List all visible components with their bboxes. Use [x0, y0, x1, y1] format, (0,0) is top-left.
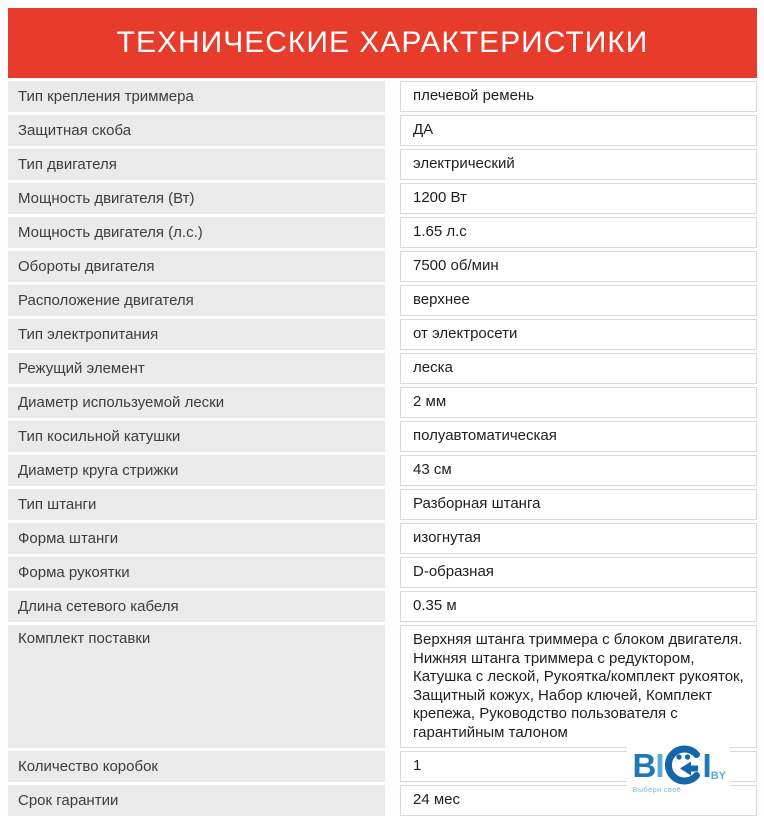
logo-letter-b: B: [632, 746, 656, 784]
spec-label: Форма штанги: [8, 523, 385, 554]
spec-label: Режущий элемент: [8, 353, 385, 384]
table-row: [8, 455, 757, 486]
spec-value: 2 мм: [400, 387, 757, 418]
letter-g-smiley-icon: [663, 744, 705, 786]
spec-label: Комплект поставки: [8, 625, 385, 748]
table-row: [8, 183, 757, 214]
spec-value: леска: [400, 353, 757, 384]
spec-value: 7500 об/мин: [400, 251, 757, 282]
spec-label: Мощность двигателя (Вт): [8, 183, 385, 214]
spec-label: Расположение двигателя: [8, 285, 385, 316]
table-row: [8, 489, 757, 520]
spec-value: 1.65 л.с: [400, 217, 757, 248]
header-band: [8, 8, 757, 78]
logo-suffix-by: BY: [710, 770, 726, 782]
spec-value: от электросети: [400, 319, 757, 350]
table-row: [8, 149, 757, 180]
spec-label: Тип электропитания: [8, 319, 385, 350]
table-row: [8, 421, 757, 452]
table-row: [8, 387, 757, 418]
spec-label: Количество коробок: [8, 751, 385, 782]
spec-value: плечевой ремень: [400, 81, 757, 112]
spec-value: Разборная штанга: [400, 489, 757, 520]
spec-value: 1: [400, 751, 757, 782]
spec-label: Тип крепления триммера: [8, 81, 385, 112]
spec-label: Диаметр используемой лески: [8, 387, 385, 418]
logo-letter-i: I: [655, 746, 664, 784]
spec-value: 24 мес: [400, 785, 757, 816]
spec-label: Обороты двигателя: [8, 251, 385, 282]
spec-label: Мощность двигателя (л.с.): [8, 217, 385, 248]
spec-label: Диаметр круга стрижки: [8, 455, 385, 486]
spec-value: 43 см: [400, 455, 757, 486]
table-row: [8, 591, 757, 622]
spec-value: ДА: [400, 115, 757, 146]
spec-value: 1200 Вт: [400, 183, 757, 214]
table-row: [8, 557, 757, 588]
page-title: ТЕХНИЧЕСКИЕ ХАРАКТЕРИСТИКИ: [116, 26, 649, 59]
spec-label: Длина сетевого кабеля: [8, 591, 385, 622]
spec-value: изогнутая: [400, 523, 757, 554]
spec-value: D-образная: [400, 557, 757, 588]
spec-value: полуавтоматическая: [400, 421, 757, 452]
spec-label: Защитная скоба: [8, 115, 385, 146]
spec-label: Форма рукоятки: [8, 557, 385, 588]
table-row: [8, 319, 757, 350]
table-row: [8, 523, 757, 554]
spec-value: Верхняя штанга триммера с блоком двигателя. Нижняя штанга триммера с редуктором, Катушка с леской, Рукоятка/комплект рукояток, Защитный кожух, Набор ключей, Комплект крепежа, Руководство пользователя с гарантийным талоном: [400, 625, 757, 748]
spec-label: Тип двигателя: [8, 149, 385, 180]
bigi-logo: [627, 742, 730, 796]
table-row: [8, 81, 757, 112]
table-row: [8, 353, 757, 384]
table-row: [8, 115, 757, 146]
logo-letter-i2: I: [702, 746, 711, 784]
logo-tagline: Выбери своё: [632, 785, 682, 794]
table-row: [8, 285, 757, 316]
spec-label: Срок гарантии: [8, 785, 385, 816]
table-row-package-contents: [8, 625, 757, 748]
spec-value: электрический: [400, 149, 757, 180]
spec-label: Тип косильной катушки: [8, 421, 385, 452]
spec-value: верхнее: [400, 285, 757, 316]
spec-table: [8, 81, 757, 816]
spec-label: Тип штанги: [8, 489, 385, 520]
spec-value: 0.35 м: [400, 591, 757, 622]
table-row: [8, 251, 757, 282]
bigi-logo-wordmark: [633, 744, 726, 786]
table-row: [8, 217, 757, 248]
